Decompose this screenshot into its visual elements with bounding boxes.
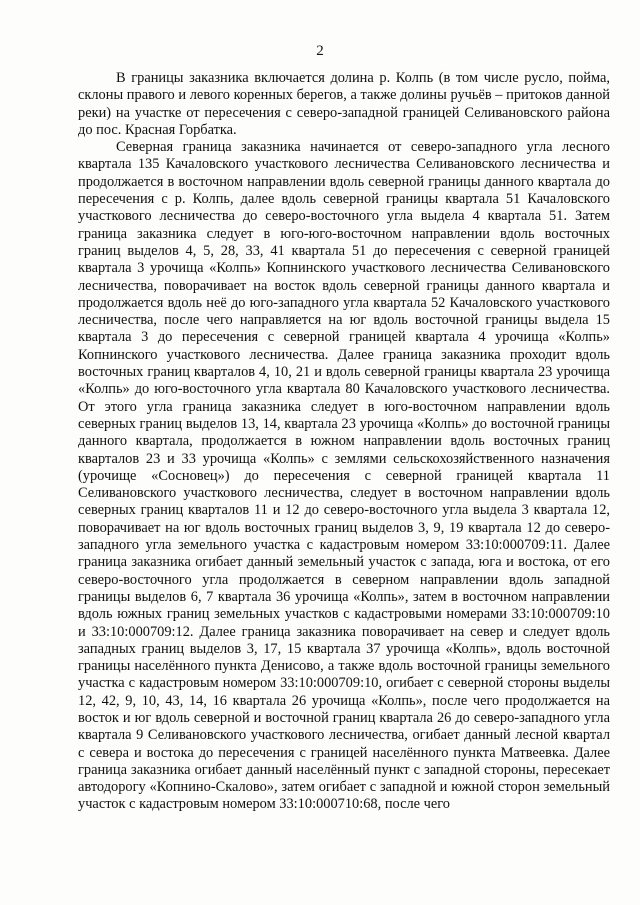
- paragraph-reserve-scope: В границы заказника включается долина р. Колпь (в том числе русло, пойма, склоны правого и левого коренных берегов, а также долины ручьёв – притоков данной реки) на участке от пересечения с северо-западной границей Селивановского района до пос. Красная Горбатка.: [78, 70, 610, 138]
- paragraph-northern-boundary: Северная граница заказника начинается от северо-западного угла лесного квартала 135 Качаловского участкового лесничества Селивановского лесничества и продолжается в восточном направлении вдоль северной границы данного квартала до пересечения с р. Колпь, далее вдоль северной границы квартала 51 Качаловского участкового лесничества до северо-восточного угла выдела 4 квартала 51. Затем граница заказника следует в юго-юго-восточном направлении вдоль восточных границ выделов 4, 5, 28, 33, 41 квартала 51 до пересечения с северной границей квартала 3 урочища «Колпь» Копнинского участкового лесничества Селивановского лесничества, поворачивает на восток вдоль северной границы данного квартала и продолжается вдоль неё до юго-западного угла квартала 52 Качаловского участкового лесничества, после чего направляется на юг вдоль восточной границы выдела 15 квартала 3 до пересечения с северной границей квартала 4 урочища «Колпь» Копнинского участкового лесничества. Далее граница заказника проходит вдоль восточных границ кварталов 4, 10, 21 и вдоль северной границы квартала 23 урочища «Колпь» до юго-восточного угла квартала 80 Качаловского участкового лесничества. От этого угла граница заказника следует в юго-восточном направлении вдоль северных границ выделов 13, 14, квартала 23 урочища «Колпь» до восточной границы данного квартала, продолжается в южном направлении вдоль восточных границ кварталов 23 и 33 урочища «Колпь» с землями сельскохозяйственного назначения (урочище «Сосновец») до пересечения с северной границей квартала 11 Селивановского участкового лесничества, следует в восточном направлении вдоль северных границ кварталов 11 и 12 до северо-восточного угла выдела 3 квартала 12, поворачивает на юг вдоль восточных границ выделов 3, 9, 19 квартала 12 до северо-западного угла земельного участка с кадастровым номером 33:10:000709:11. Далее граница заказника огибает данный земельный участок с запада, юга и востока, от его северо-восточного угла продолжается в северном направлении вдоль западной границы выделов 6, 7 квартала 36 урочища «Колпь», затем в восточном направлении вдоль южных границ земельных участков с кадастровыми номерами 33:10:000709:10 и 33:10:000709:12. Далее граница заказника поворачивает на север и следует вдоль западных границ выделов 3, 17, 15 квартала 37 урочища «Колпь», вдоль восточной границы населённого пункта Денисово, а также вдоль восточной границы земельного участка с кадастровым номером 33:10:000709:10, огибает с северной стороны выделы 12, 42, 9, 10, 43, 14, 16 квартала 26 урочища «Колпь», после чего продолжается на восток и юг вдоль северной и восточной границ квартала 26 до северо-западного угла квартала 9 Селивановского участкового лесничества, огибает данный лесной квартал с севера и востока до пересечения с границей населённого пункта Матвеевка. Далее граница заказника огибает данный населённый пункт с западной стороны, пересекает автодорогу «Копнино-Скалово», затем огибает с западной и южной сторон земельный участок с кадастровым номером 33:10:000710:68, после чего: [78, 139, 610, 813]
- page-number: 2: [316, 43, 324, 59]
- document-body: [78, 70, 610, 814]
